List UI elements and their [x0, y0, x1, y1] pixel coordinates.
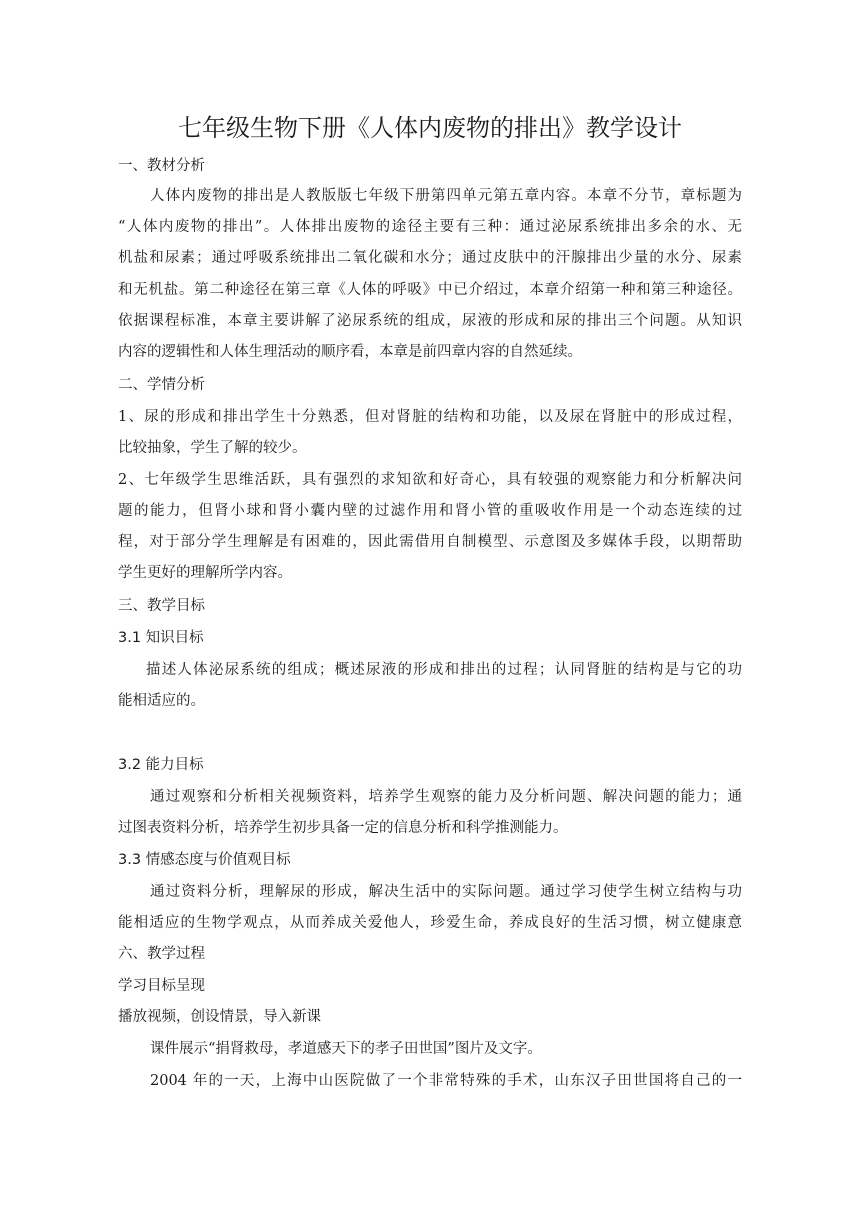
text-line: 2004 年的一天，上海中山医院做了一个非常特殊的手术，山东汉子田世国将自己的一	[150, 1073, 742, 1089]
text-line: 播放视频，创设情景，导入新课	[118, 1009, 321, 1025]
paragraph-line: 题的能力，但肾小球和肾小囊内壁的过滤作用和肾小管的重吸收作用是一个动态连续的过	[118, 503, 742, 519]
paragraph-line: 机盐和尿素；通过呼吸系统排出二氧化碳和水分；通过皮肤中的汗腺排出少量的水分、尿素	[118, 250, 742, 266]
document-title: 七年级生物下册《人体内废物的排出》教学设计	[178, 114, 682, 142]
paragraph-line: “人体内废物的排出”。人体排出废物的途径主要有三种：通过泌尿系统排出多余的水、无	[118, 219, 742, 235]
section-heading-learner-analysis: 二、学情分析	[118, 377, 205, 393]
section-heading-teaching-process: 六、教学过程	[118, 946, 205, 962]
paragraph-line: 2、七年级学生思维活跃，具有强烈的求知欲和好奇心，具有较强的观察能力和分析解决问	[118, 472, 742, 488]
paragraph-line: 依据课程标准，本章主要讲解了泌尿系统的组成，尿液的形成和尿的排出三个问题。从知识	[118, 313, 742, 329]
paragraph-line: 通过资料分析，理解尿的形成，解决生活中的实际问题。通过学习使学生树立结构与功	[150, 884, 742, 900]
subheading-ability-goals: 3.2 能力目标	[118, 757, 204, 773]
paragraph-line: 过图表资料分析，培养学生初步具备一定的信息分析和科学推测能力。	[118, 820, 568, 836]
text-line: 课件展示“捐肾救母，孝道感天下的孝子田世国”图片及文字。	[150, 1041, 542, 1057]
paragraph-line: 能相适应的生物学观点，从而养成关爱他人，珍爱生命，养成良好的生活习惯，树立健康意	[118, 915, 742, 931]
paragraph-line: 描述人体泌尿系统的组成；概述尿液的形成和排出的过程；认同肾脏的结构是与它的功	[146, 662, 742, 678]
paragraph-line: 1、尿的形成和排出学生十分熟悉，但对肾脏的结构和功能，以及尿在肾脏中的形成过程，	[118, 409, 742, 425]
paragraph-line: 能相适应的。	[118, 693, 205, 709]
paragraph-line: 学生更好的理解所学内容。	[118, 565, 292, 581]
paragraph-line: 人体内废物的排出是人教版版七年级下册第四单元第五章内容。本章不分节，章标题为	[150, 188, 742, 204]
paragraph-line: 比较抽象，学生了解的较少。	[118, 440, 307, 456]
paragraph-line: 和无机盐。第二种途径在第三章《人体的呼吸》中已介绍过，本章介绍第一种和第三种途径。	[118, 282, 742, 298]
paragraph-line: 程，对于部分学生理解是有困难的，因此需借用自制模型、示意图及多媒体手段，以期帮助	[118, 534, 742, 550]
subheading-emotion-goals: 3.3 情感态度与价值观目标	[118, 852, 291, 868]
section-heading-teaching-material: 一、教材分析	[118, 158, 205, 174]
paragraph-line: 内容的逻辑性和人体生理活动的顺序看，本章是前四章内容的自然延续。	[118, 344, 582, 360]
subheading-knowledge-goals: 3.1 知识目标	[118, 630, 204, 646]
paragraph-line: 通过观察和分析相关视频资料，培养学生观察的能力及分析问题、解决问题的能力；通	[150, 789, 742, 805]
section-heading-teaching-goals: 三、教学目标	[118, 598, 205, 614]
text-line: 学习目标呈现	[118, 978, 205, 994]
